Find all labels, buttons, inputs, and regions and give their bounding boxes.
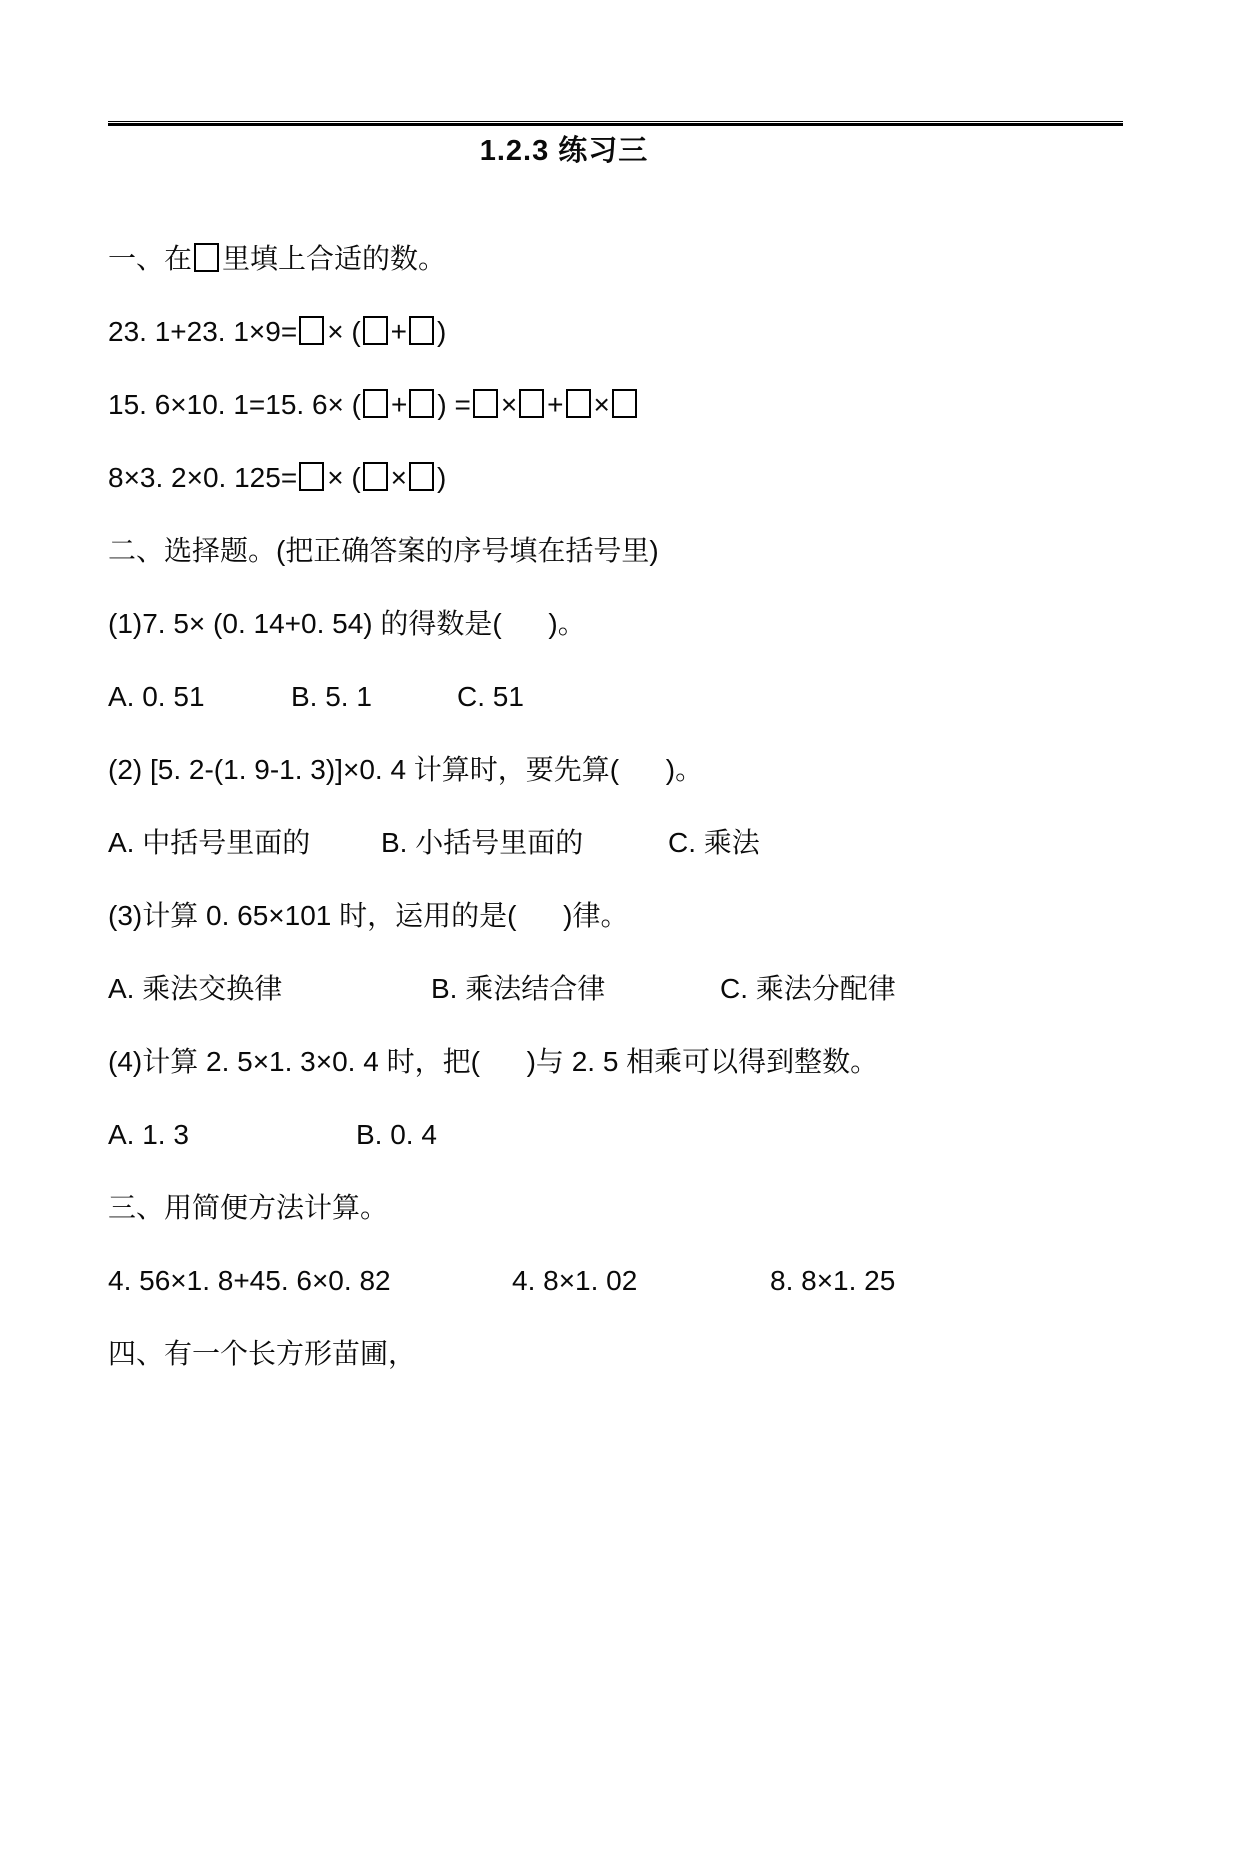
blank-box <box>409 389 434 418</box>
question-2-options <box>108 827 1130 859</box>
question-2-option-b: B. 小括号里面的 <box>381 827 584 858</box>
question-2-option-a: A. 中括号里面的 <box>108 827 311 858</box>
problem-3: 8. 8×1. 25 <box>770 1265 896 1296</box>
blank-box <box>566 389 591 418</box>
question-3-option-b: B. 乘法结合律 <box>431 973 606 1004</box>
question-1-option-a: A. 0. 51 <box>108 681 205 712</box>
equation-3: 8×3. 2×0. 125= × ( × ) <box>108 462 447 493</box>
section3-problems <box>108 1265 1130 1297</box>
question-4-options <box>108 1119 1130 1151</box>
page-title: 1.2.3 练习三 <box>479 135 649 167</box>
question-3-option-a: A. 乘法交换律 <box>108 973 283 1004</box>
blank-box <box>409 462 434 491</box>
blank-box <box>363 462 388 491</box>
question-4-option-b: B. 0. 4 <box>356 1119 437 1150</box>
blank-box <box>194 243 219 272</box>
question-3-text: (3)计算 0. 65×101 时，运用的是( )律。 <box>108 900 629 931</box>
blank-box <box>363 389 388 418</box>
problem-2: 4. 8×1. 02 <box>512 1265 638 1296</box>
blank-box <box>409 316 434 345</box>
worksheet-page <box>0 121 1241 1875</box>
question-1-option-b: B. 5. 1 <box>291 681 372 712</box>
question-1-option-c: C. 51 <box>457 681 524 712</box>
question-1-options <box>108 681 1130 713</box>
equation-2: 15. 6×10. 1=15. 6× ( + ) = × + × <box>108 389 1130 421</box>
question-2-text: (2) [5. 2-(1. 9-1. 3)]×0. 4 计算时，要先算( )。 <box>108 754 704 785</box>
problem-1: 4. 56×1. 8+45. 6×0. 82 <box>108 1265 391 1296</box>
section2-heading: 二、选择题。(把正确答案的序号填在括号里) <box>108 535 659 566</box>
question-3-option-c: C. 乘法分配律 <box>720 973 896 1004</box>
section3-heading: 三、用简便方法计算。 <box>108 1192 389 1223</box>
equation-1: 23. 1+23. 1×9= × ( + ) <box>108 316 447 347</box>
blank-box <box>519 389 544 418</box>
section4-heading: 四、有一个长方形苗圃， <box>108 1338 417 1369</box>
question-1-text: (1)7. 5× (0. 14+0. 54) 的得数是( )。 <box>108 608 586 639</box>
blank-box <box>473 389 498 418</box>
blank-box <box>612 389 637 418</box>
blank-box <box>299 462 324 491</box>
question-2-option-c: C. 乘法 <box>668 827 760 858</box>
blank-box <box>363 316 388 345</box>
question-3-options <box>108 973 1130 1005</box>
question-4-text: (4)计算 2. 5×1. 3×0. 4 时，把( )与 2. 5 相乘可以得到整数。 <box>108 1046 879 1077</box>
question-4-option-a: A. 1. 3 <box>108 1119 189 1150</box>
section1-heading: 一、在 里填上合适的数。 <box>108 243 447 274</box>
blank-box <box>299 316 324 345</box>
header-divider-line <box>108 121 1123 126</box>
